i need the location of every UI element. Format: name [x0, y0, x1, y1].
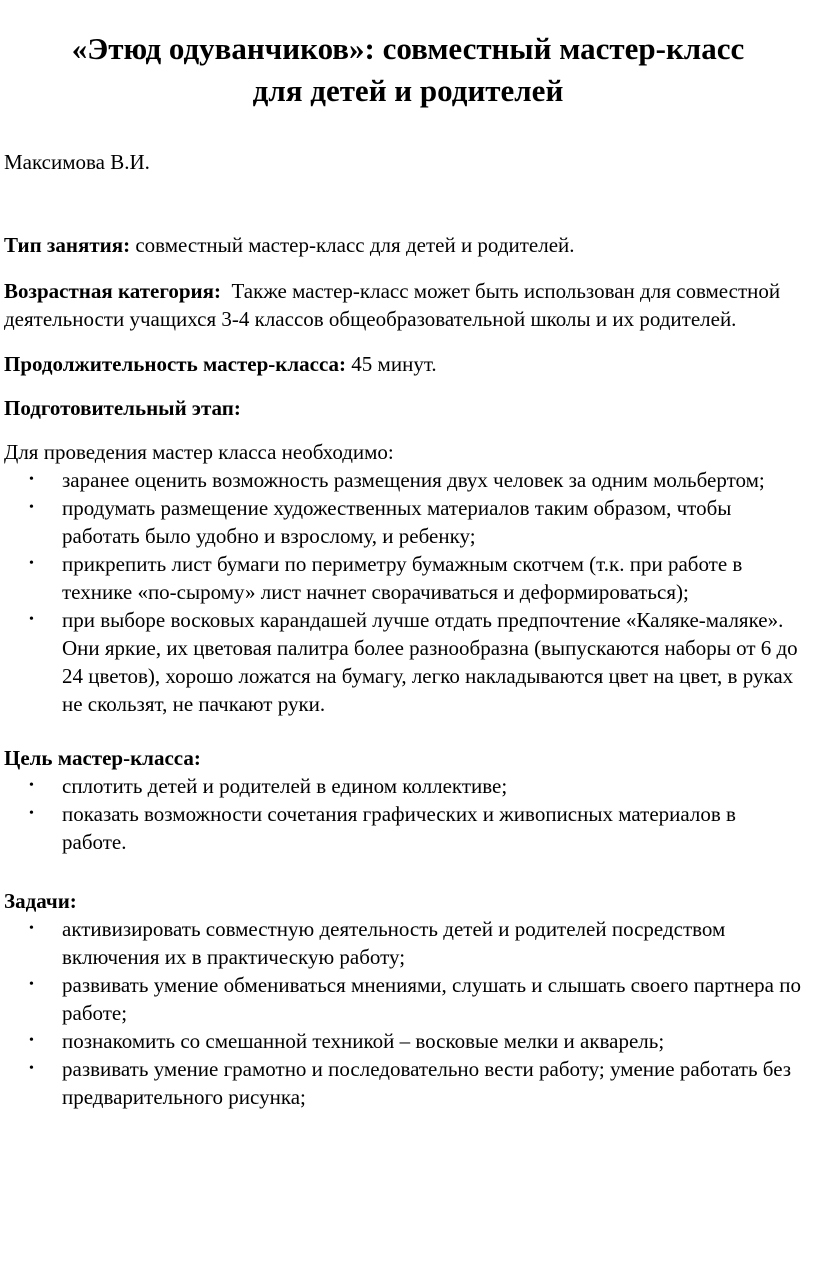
list-item-text: активизировать совместную деятельность детей и родителей посредством включения их в практическую работу; — [62, 917, 726, 969]
list-item — [0, 494, 802, 550]
list-item — [0, 1055, 802, 1111]
bullet-icon: • — [29, 977, 34, 992]
goal-heading — [4, 744, 816, 772]
tasks-heading — [4, 887, 816, 915]
bullet-icon: • — [29, 1061, 34, 1076]
duration-text: 45 минут. — [346, 352, 437, 376]
bullet-icon: • — [29, 612, 34, 627]
lesson-type — [4, 231, 816, 259]
list-item-text: развивать умение грамотно и последовательно вести работу; умение работать без предварительного рисунка; — [62, 1057, 792, 1109]
list-item-text: развивать умение обмениваться мнениями, слушать и слышать своего партнера по работе; — [62, 973, 801, 1025]
list-item — [0, 550, 802, 606]
lesson-type-label: Тип занятия: — [4, 233, 131, 257]
author-name: Максимова В.И. — [4, 150, 150, 174]
list-item — [0, 466, 802, 494]
duration — [4, 350, 816, 378]
list-item-text: продумать размещение художественных материалов таким образом, чтобы работать было удобно и взрослому, и ребенку; — [62, 496, 732, 548]
tasks-heading-text: Задачи: — [4, 889, 77, 913]
preparation-heading — [4, 394, 816, 422]
bullet-icon: • — [29, 472, 34, 487]
list-item — [0, 800, 802, 856]
lesson-type-text: совместный мастер-класс для детей и родителей. — [130, 233, 575, 257]
bullet-icon: • — [29, 1033, 34, 1048]
document-title — [0, 0, 816, 112]
tasks-list — [0, 915, 816, 1111]
list-item-text: сплотить детей и родителей в едином коллективе; — [62, 774, 508, 798]
goal-heading-text: Цель мастер-класса: — [4, 746, 201, 770]
list-item — [0, 915, 802, 971]
list-item-text: показать возможности сочетания графических и живописных материалов в работе. — [62, 802, 736, 854]
preparation-heading-text: Подготовительный этап: — [4, 396, 241, 420]
age-category-text: Также мастер-класс может быть использован для совместной деятельности учащихся 3-4 классов общеобразовательной школы и их родителей. — [4, 279, 786, 331]
list-item — [0, 606, 802, 718]
list-item — [0, 772, 802, 800]
title-line-1: «Этюд одуванчиков»: совместный мастер-класс — [71, 31, 745, 66]
age-category — [4, 277, 816, 333]
bullet-icon: • — [29, 921, 34, 936]
age-category-label: Возрастная категория: — [4, 279, 221, 303]
title-line-2: для детей и родителей — [252, 73, 564, 108]
bullet-icon: • — [29, 778, 34, 793]
list-item — [0, 1027, 802, 1055]
list-item — [0, 971, 802, 1027]
list-item-text: прикрепить лист бумаги по периметру бумажным скотчем (т.к. при работе в технике «по-сырому» лист начнет сворачиваться и деформироваться); — [62, 552, 743, 604]
bullet-icon: • — [29, 500, 34, 515]
bullet-icon: • — [29, 556, 34, 571]
list-item-text: заранее оценить возможность размещения двух человек за одним мольбертом; — [62, 468, 765, 492]
preparation-intro: Для проведения мастер класса необходимо: — [4, 440, 394, 464]
list-item-text: при выборе восковых карандашей лучше отдать предпочтение «Каляке-маляке». Они яркие, их цветовая палитра более разнообразна (выпускаются наборы от 6 до 24 цветов), хорошо ложатся на бумагу, легко накладываются цвет на цвет, в руках не скользят, не пачкают руки. — [62, 608, 798, 716]
goal-list — [0, 772, 816, 856]
preparation-list — [0, 466, 816, 718]
duration-label: Продолжительность мастер-класса: — [4, 352, 347, 376]
bullet-icon: • — [29, 806, 34, 821]
list-item-text: познакомить со смешанной техникой – восковые мелки и акварель; — [62, 1029, 665, 1053]
